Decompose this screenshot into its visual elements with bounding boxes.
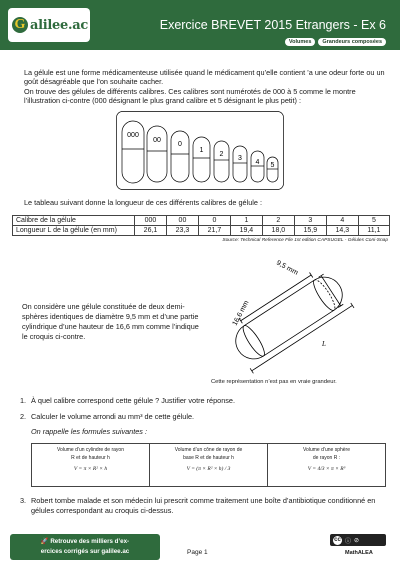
length-cell: 19,4: [230, 226, 262, 236]
formula-line: de rayon R :: [312, 454, 341, 461]
figure-caption: Cette représentation n’est pas en vraie grandeur.: [211, 379, 337, 385]
formula-line: Volume d’une sphère: [303, 447, 350, 453]
capsule-2: [214, 141, 229, 182]
row-header-calibre: Calibre de la gélule: [13, 216, 135, 226]
capsule-sketch: [214, 256, 364, 374]
length-cell: 26,1: [135, 226, 167, 236]
promo-line-1: 🚀 Retrouve des milliers d’ex-: [40, 538, 130, 545]
table-row: [13, 226, 390, 236]
calibre-cell: 0: [198, 216, 230, 226]
formula-line: R et de hauteur h: [71, 454, 110, 461]
intro-paragraph-1: La gélule est une forme médicamenteuse utilisée quand le médicament qu’elle contient ’a une odeur forte ou un goût désagréable que l’on souhaite cacher.: [24, 68, 385, 87]
calibre-cell: 4: [326, 216, 358, 226]
cc-icon: cc: [334, 536, 341, 543]
formula-cylinder: [32, 444, 150, 487]
page-number: Page 1: [187, 549, 208, 556]
formula-expression: V = π × R² × h: [73, 466, 108, 472]
promo-banner[interactable]: [10, 534, 160, 560]
capsule-00: [147, 126, 167, 182]
tag-volumes[interactable]: Volumes: [285, 38, 316, 46]
formula-sphere: [268, 444, 386, 487]
length-label: L: [322, 340, 326, 348]
mathalea-brand: MathALEA: [345, 550, 373, 556]
capsule-label-00: 00: [153, 137, 161, 144]
question-text: Calculer le volume arrondi au mm³ de cette gélule.: [31, 412, 195, 421]
question-3: [20, 496, 390, 516]
nc-icon: ⊘: [354, 537, 360, 544]
question-number: 3.: [20, 496, 27, 505]
question-number: 1.: [20, 396, 27, 405]
question-1: [20, 396, 390, 406]
capsule-label-3: 3: [238, 155, 242, 162]
question-text: Robert tombe malade et son médecin lui prescrit comme traitement une boîte d’antibiotique conditionné en gélules correspondant au croquis ci-dessus.: [31, 496, 376, 515]
calibre-cell: 1: [230, 216, 262, 226]
capsule-label-4: 4: [255, 159, 260, 166]
tag-grandeurs[interactable]: Grandeurs composées: [318, 38, 386, 46]
length-cell: 14,3: [326, 226, 358, 236]
formula-line: Volume d’un cylindre de rayon: [57, 447, 124, 453]
capsule-5: [267, 157, 278, 182]
formula-line: base R et de hauteur h: [183, 454, 234, 461]
question-2: [20, 412, 390, 422]
calibre-cell: 000: [135, 216, 167, 226]
capsule-0: [171, 131, 189, 182]
capsule-label-5: 5: [270, 162, 275, 169]
capsule-label-1: 1: [199, 147, 204, 154]
capsule-label-000: 000: [127, 132, 139, 139]
table-row: [13, 216, 390, 226]
row-header-length: Longueur L de la gélule (en mm): [13, 226, 135, 236]
page-title: Exercice BREVET 2015 Etrangers - Ex 6: [159, 18, 386, 32]
diameter-label: 9,5 mm: [275, 259, 299, 277]
calibre-cell: 2: [262, 216, 294, 226]
capsule-1: [193, 137, 210, 182]
page-header: [0, 0, 400, 50]
galilee-logo[interactable]: [8, 8, 90, 42]
table-row: [32, 444, 386, 487]
capsule-4: [251, 151, 264, 182]
formula-expression: V = 4/3 × π × R³: [307, 466, 346, 472]
height-label: 16,6 mm: [231, 299, 251, 327]
capsule-label-2: 2: [219, 151, 224, 158]
question-number: 2.: [20, 412, 27, 421]
length-cell: 11,1: [358, 226, 389, 236]
by-icon: ⓘ: [345, 538, 352, 545]
formula-table: [31, 443, 386, 487]
length-cell: 18,0: [262, 226, 294, 236]
capsule-3: [233, 146, 247, 182]
license-badge[interactable]: [330, 534, 386, 546]
formula-cone: [150, 444, 268, 487]
table-intro: Le tableau suivant donne la longueur de ces différents calibres de gélule :: [24, 198, 262, 207]
capsule-description: On considère une gélule constituée de deux demi-sphères identiques de diamètre 9,5 mm et d’une partie cylindrique d’une hauteur de 16,6 mm comme l’indique le croquis ci-contre.: [22, 302, 199, 341]
formula-expression: V = (π × R² × h) / 3: [186, 466, 231, 472]
calibre-cell: 5: [358, 216, 389, 226]
formula-reminder: On rappelle les formules suivantes :: [31, 427, 147, 436]
question-text: À quel calibre correspond cette gélule ? Justifier votre réponse.: [31, 396, 236, 405]
intro-paragraph-2: On trouve des gélules de différents calibres. Ces calibres sont numérotés de 000 à 5 comme le montre l’illustration ci-contre (000 désignant le plus grand calibre et 5 désignant le plus petit) :: [24, 87, 356, 106]
capsule-sizes-illustration: [116, 111, 284, 190]
logo-text: alilee.ac: [30, 17, 88, 33]
promo-line-2: ercices corrigés sur galilee.ac: [40, 548, 130, 555]
calibre-cell: 00: [166, 216, 198, 226]
table-source: Source: Technical Reference File 1st edition CAPSUGEL - Gélules Coni-Snap: [222, 238, 388, 243]
capsule-label-0: 0: [178, 141, 182, 148]
length-cell: 21,7: [198, 226, 230, 236]
length-cell: 15,9: [294, 226, 326, 236]
formula-line: Volume d’un cône de rayon de: [174, 447, 243, 453]
length-cell: 23,3: [166, 226, 198, 236]
tag-list: [285, 38, 386, 46]
logo-mark-icon: G: [12, 17, 28, 33]
capsule-000: [122, 121, 144, 183]
calibre-cell: 3: [294, 216, 326, 226]
calibre-table: [12, 215, 390, 236]
